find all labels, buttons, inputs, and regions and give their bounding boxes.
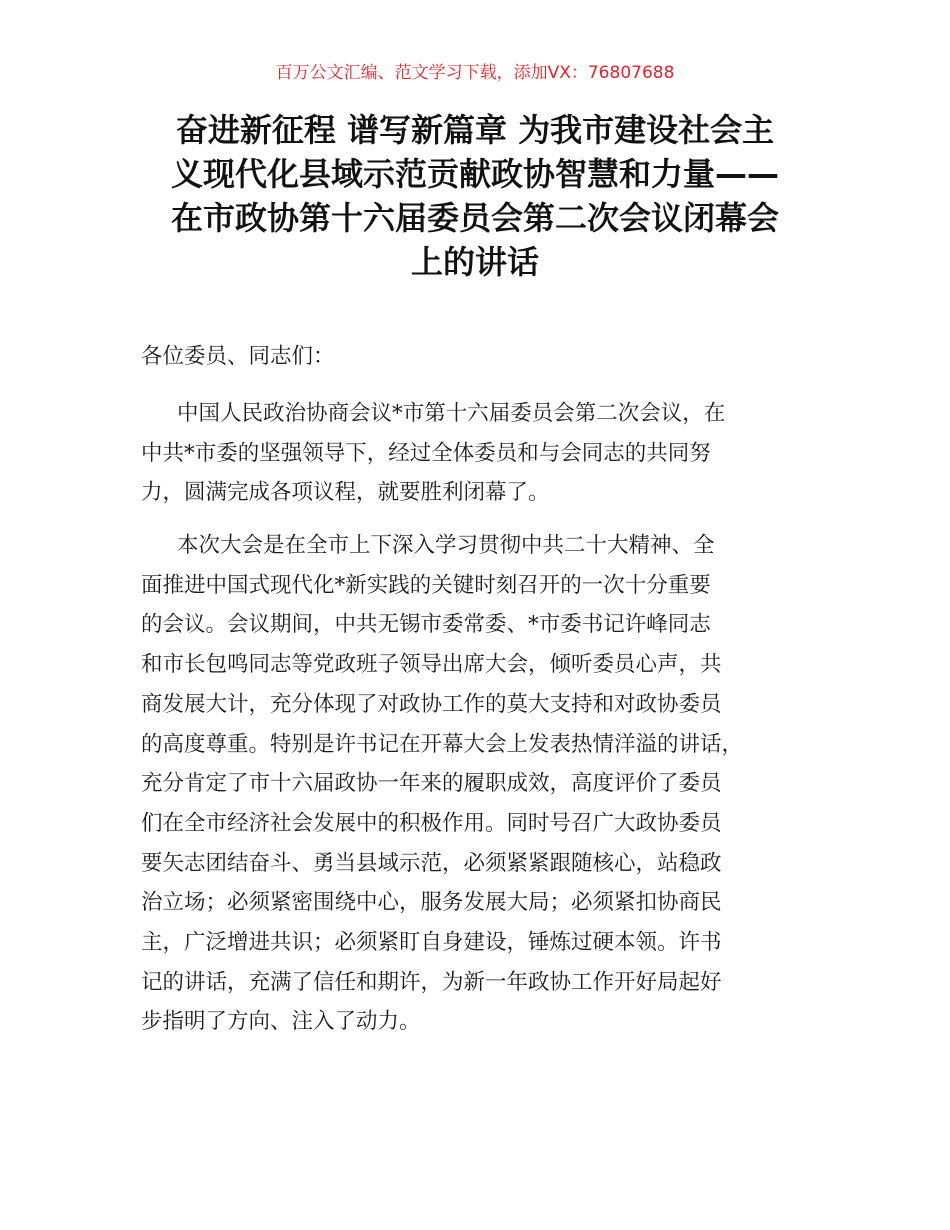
title-line: 奋进新征程 谱写新篇章 为我市建设社会主 <box>175 111 775 149</box>
text-line: 治立场；必须紧密围绕中心，服务发展大局；必须紧扣协商民 <box>141 890 722 916</box>
text-line: 和市长包鸣同志等党政班子领导出席大会，倾听委员心声，共 <box>141 652 722 678</box>
title-line: 义现代化县域示范贡献政协智慧和力量—— <box>170 155 779 193</box>
text-line: 们在全市经济社会发展中的积极作用。同时号召广大政协委员 <box>141 810 722 836</box>
paragraph-meeting-summary <box>141 526 821 1042</box>
text-line: 中国人民政治协商会议*市第十六届委员会第二次会议，在 <box>177 401 726 426</box>
paragraph-opening <box>141 394 821 513</box>
text-line: 商发展大计，充分体现了对政协工作的莫大支持和对政协委员 <box>141 691 722 717</box>
title-line: 在市政协第十六届委员会第二次会议闭幕会 <box>170 199 779 237</box>
text-line: 力，圆满完成各项议程，就要胜利闭幕了。 <box>141 480 550 506</box>
text-line: 要矢志团结奋斗、勇当县域示范，必须紧紧跟随核心，站稳政 <box>141 850 722 876</box>
text-line: 中共*市委的坚强领导下，经过全体委员和与会同志的共同努 <box>141 440 711 466</box>
text-line: 面推进中国式现代化*新实践的关键时刻召开的一次十分重要 <box>141 572 711 598</box>
salutation: 各位委员、同志们： <box>141 344 335 369</box>
text-line: 步指明了方向、注入了动力。 <box>141 1009 421 1035</box>
text-line: 充分肯定了市十六届政协一年来的履职成效，高度评价了委员 <box>141 771 722 797</box>
title-line: 上的讲话 <box>410 243 539 281</box>
text-line: 记的讲话，充满了信任和期许，为新一年政协工作开好局起好 <box>141 969 722 995</box>
text-line: 的会议。会议期间，中共无锡市委常委、*市委书记许峰同志 <box>141 612 711 638</box>
text-line: 本次大会是在全市上下深入学习贯彻中共二十大精神、全 <box>177 533 715 558</box>
speech-title <box>145 108 805 284</box>
text-line: 的高度尊重。特别是许书记在开幕大会上发表热情洋溢的讲话， <box>141 731 744 757</box>
text-line: 主，广泛增进共识；必须紧盯自身建设，锤炼过硬本领。许书 <box>141 930 722 956</box>
watermark-banner: 百万公文汇编、范文学习下载，添加VX：76807688 <box>275 63 675 83</box>
